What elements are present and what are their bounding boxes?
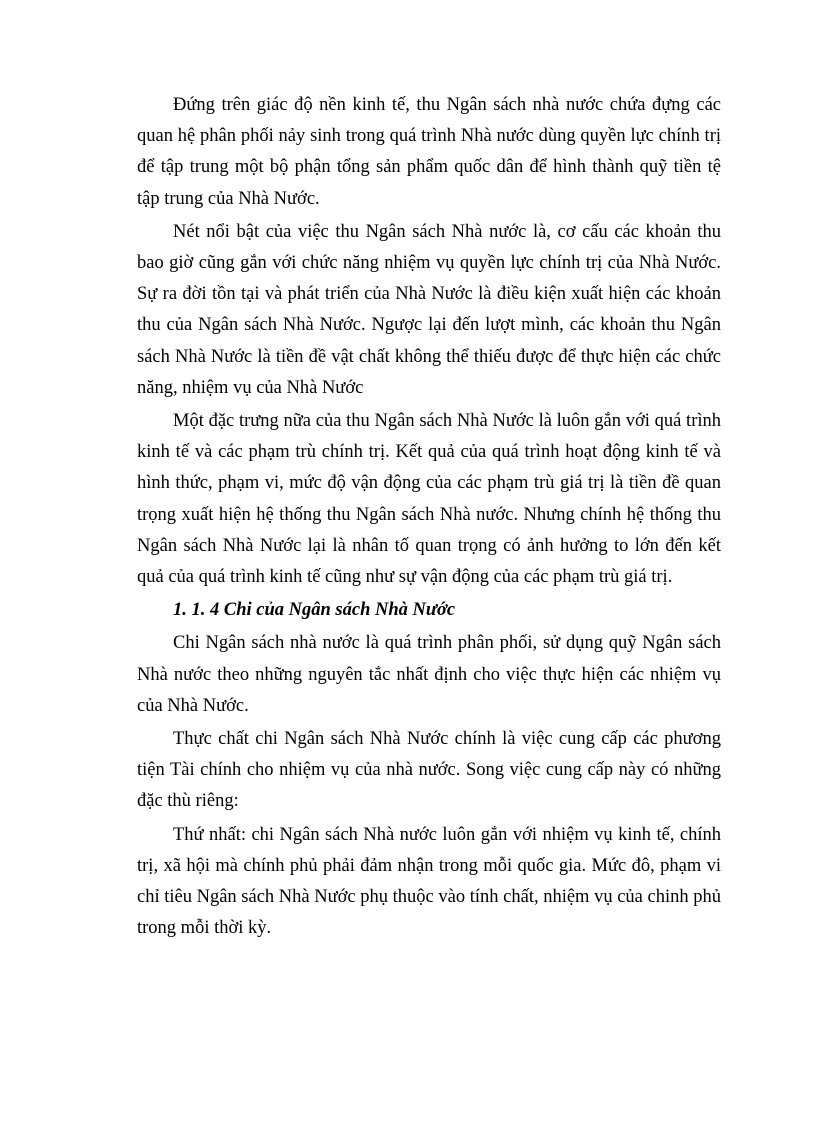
section-heading: 1. 1. 4 Chi của Ngân sách Nhà Nước bbox=[173, 600, 456, 621]
paragraph-revenue-political-link: Nét nổi bật của việc thu Ngân sách Nhà nước là, cơ cấu các khoản thu bao giờ cũng gắn với chức năng nhiệm vụ quyền lực chính trị của Nhà Nước. Sự ra đời tồn tại và phát triển của Nhà Nước là điều kiện xuất hiện các khoản thu của Ngân sách Nhà Nước. Ngược lại đến lượt mình, các khoản thu Ngân sách Nhà Nước là tiền đề vật chất không thể thiếu được để thực hiện các chức năng, nhiệm vụ của Nhà Nước bbox=[137, 221, 721, 398]
paragraph-spending-first-trait: Thứ nhất: chi Ngân sách Nhà nước luôn gắn với nhiệm vụ kinh tế, chính trị, xã hội mà chính phủ phải đảm nhận trong mỗi quốc gia. Mức đô, phạm vi chỉ tiêu Ngân sách Nhà Nước phụ thuộc vào tính chất, nhiệm vụ của chinh phủ trong mỗi thời kỳ. bbox=[137, 824, 721, 939]
paragraph-revenue-economic-process: Một đặc trưng nữa của thu Ngân sách Nhà Nước là luôn gắn với quá trình kinh tế và các phạm trù chính trị. Kết quả của quá trình hoạt động kinh tế và hình thức, phạm vi, mức độ vận động của các phạm trù giá trị là tiền đề quan trọng xuất hiện hệ thống thu Ngân sách Nhà nước. Nhưng chính hệ thống thu Ngân sách Nhà Nước lại là nhân tố quan trọng có ảnh hưởng to lớn đến kết quả của quá trình kinh tế cũng như sự vận động của các phạm trù giá trị. bbox=[137, 411, 721, 588]
paragraph-spending-definition: Chi Ngân sách nhà nước là quá trình phân phối, sử dụng quỹ Ngân sách Nhà nước theo những nguyên tắc nhất định cho việc thực hiện các nhiệm vụ của Nhà Nước. bbox=[137, 633, 721, 716]
paragraph-spending-essence: Thực chất chi Ngân sách Nhà Nước chính là việc cung cấp các phương tiện Tài chính cho nhiệm vụ của nhà nước. Song việc cung cấp này có những đặc thù riêng: bbox=[137, 729, 721, 812]
paragraph-revenue-economic-view: Đứng trên giác độ nền kinh tế, thu Ngân sách nhà nước chứa đựng các quan hệ phân phối nảy sinh trong quá trình Nhà nước dùng quyền lực chính trị để tập trung một bộ phận tổng sản phẩm quốc dân để hình thành quỹ tiền tệ tập trung của Nhà Nước. bbox=[137, 95, 721, 209]
document-page bbox=[137, 90, 721, 946]
